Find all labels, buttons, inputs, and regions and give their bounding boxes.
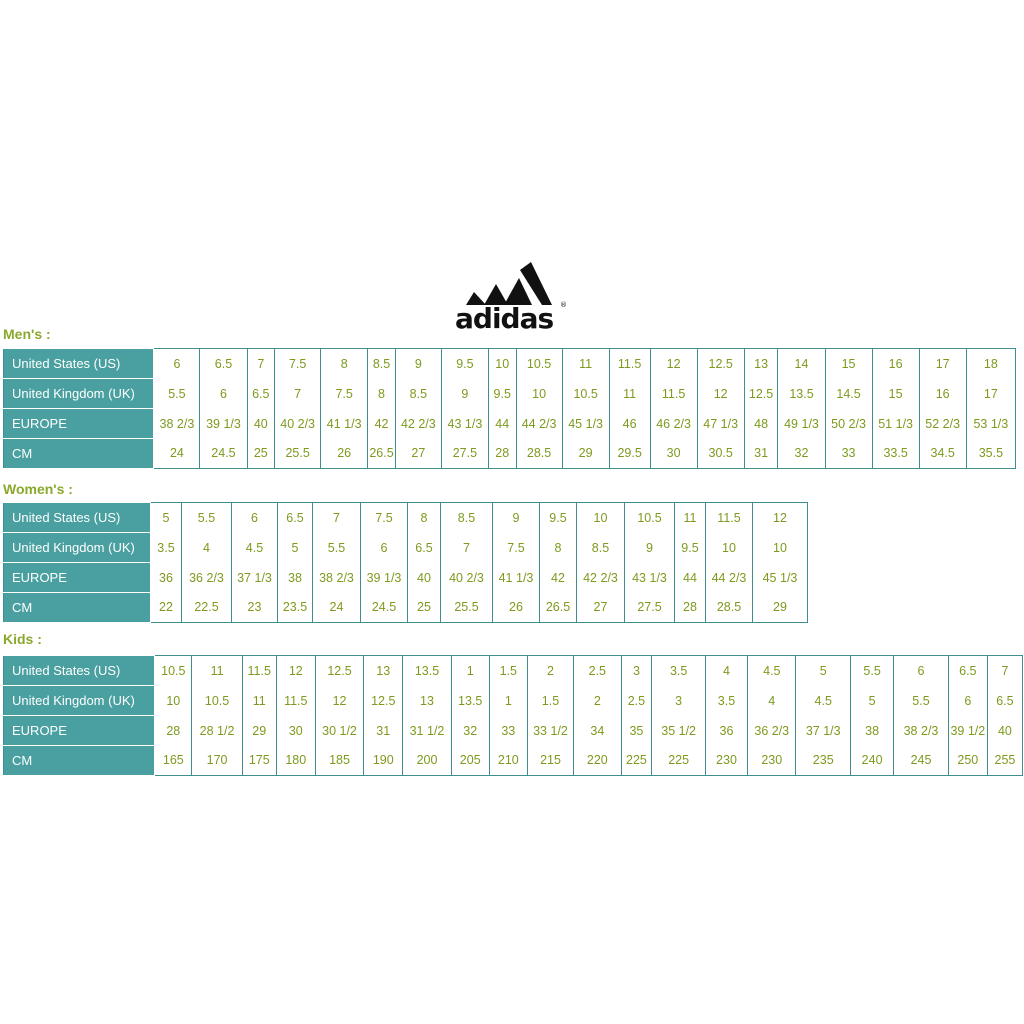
size-cell: 29 xyxy=(753,593,808,623)
size-cell: 230 xyxy=(748,746,796,776)
size-cell: 12 xyxy=(276,656,315,686)
size-cell: 2 xyxy=(574,686,621,716)
size-cell: 11.5 xyxy=(650,379,697,409)
size-cell: 8.5 xyxy=(441,503,493,533)
row-header-label: EUROPE xyxy=(4,563,151,593)
size-cell: 53 1/3 xyxy=(966,409,1015,439)
mens-section-title: Men's : xyxy=(3,326,51,342)
size-cell: 7 xyxy=(313,503,361,533)
size-cell: 3.5 xyxy=(652,656,706,686)
size-cell: 23 xyxy=(232,593,278,623)
mens-cm-size-row xyxy=(4,439,1016,469)
size-cell: 5.5 xyxy=(313,533,361,563)
size-cell: 6.5 xyxy=(948,656,987,686)
size-cell: 230 xyxy=(705,746,747,776)
womens-us-size-row xyxy=(4,503,808,533)
size-cell: 10 xyxy=(706,533,753,563)
size-cell: 40 xyxy=(408,563,441,593)
size-cell: 4.5 xyxy=(796,686,851,716)
size-cell: 50 2/3 xyxy=(825,409,872,439)
size-cell: 6 xyxy=(232,503,278,533)
size-cell: 5 xyxy=(151,503,182,533)
size-cell: 2.5 xyxy=(621,686,652,716)
womens-size-table xyxy=(3,502,808,623)
size-cell: 26.5 xyxy=(540,593,577,623)
size-cell: 49 1/3 xyxy=(778,409,825,439)
size-cell: 40 xyxy=(247,409,275,439)
size-cell: 11.5 xyxy=(276,686,315,716)
size-cell: 35.5 xyxy=(966,439,1015,469)
size-cell: 250 xyxy=(948,746,987,776)
size-cell: 7 xyxy=(275,379,321,409)
size-cell: 7 xyxy=(987,656,1022,686)
size-cell: 2.5 xyxy=(574,656,621,686)
size-cell: 43 1/3 xyxy=(441,409,488,439)
size-cell: 200 xyxy=(403,746,451,776)
size-cell: 3 xyxy=(652,686,706,716)
size-cell: 26 xyxy=(321,439,368,469)
size-cell: 44 xyxy=(488,409,516,439)
size-cell: 8.5 xyxy=(577,533,625,563)
size-cell: 24 xyxy=(154,439,200,469)
size-cell: 3 xyxy=(621,656,652,686)
size-cell: 10 xyxy=(753,533,808,563)
size-cell: 4 xyxy=(748,686,796,716)
kids-europe-size-row xyxy=(4,716,1023,746)
size-cell: 12 xyxy=(753,503,808,533)
size-cell: 6.5 xyxy=(987,686,1022,716)
size-cell: 12 xyxy=(650,349,697,379)
row-header-label: United Kingdom (UK) xyxy=(4,533,151,563)
size-cell: 11 xyxy=(675,503,706,533)
mens-size-table xyxy=(3,348,1016,469)
size-cell: 25.5 xyxy=(441,593,493,623)
size-cell: 225 xyxy=(652,746,706,776)
size-cell: 10.5 xyxy=(192,686,242,716)
size-cell: 40 xyxy=(987,716,1022,746)
size-cell: 44 2/3 xyxy=(706,563,753,593)
size-cell: 23.5 xyxy=(278,593,313,623)
kids-size-table xyxy=(3,655,1023,776)
size-cell: 46 xyxy=(609,409,650,439)
size-cell: 36 xyxy=(705,716,747,746)
size-cell: 190 xyxy=(364,746,403,776)
size-cell: 28 1/2 xyxy=(192,716,242,746)
size-cell: 12 xyxy=(315,686,363,716)
size-cell: 255 xyxy=(987,746,1022,776)
size-cell: 8 xyxy=(540,533,577,563)
size-cell: 8 xyxy=(368,379,396,409)
size-cell: 25 xyxy=(247,439,275,469)
size-cell: 4.5 xyxy=(748,656,796,686)
mens-us-size-row xyxy=(4,349,1016,379)
size-cell: 32 xyxy=(778,439,825,469)
size-cell: 36 xyxy=(151,563,182,593)
size-cell: 22.5 xyxy=(182,593,232,623)
size-cell: 10 xyxy=(155,686,192,716)
size-cell: 17 xyxy=(966,379,1015,409)
size-cell: 16 xyxy=(872,349,919,379)
size-cell: 5.5 xyxy=(851,656,894,686)
size-cell: 9 xyxy=(395,349,441,379)
size-cell: 35 1/2 xyxy=(652,716,706,746)
size-cell: 215 xyxy=(527,746,573,776)
row-header-label: EUROPE xyxy=(4,716,155,746)
size-cell: 7.5 xyxy=(361,503,408,533)
size-cell: 38 2/3 xyxy=(894,716,949,746)
size-cell: 9.5 xyxy=(441,349,488,379)
size-cell: 10 xyxy=(488,349,516,379)
size-cell: 7 xyxy=(441,533,493,563)
row-header-label: CM xyxy=(4,439,154,469)
size-cell: 6.5 xyxy=(247,379,275,409)
mens-europe-size-row xyxy=(4,409,1016,439)
size-cell: 28 xyxy=(155,716,192,746)
size-cell: 6.5 xyxy=(278,503,313,533)
size-cell: 51 1/3 xyxy=(872,409,919,439)
size-cell: 4 xyxy=(705,656,747,686)
size-cell: 42 2/3 xyxy=(577,563,625,593)
size-cell: 46 2/3 xyxy=(650,409,697,439)
size-cell: 185 xyxy=(315,746,363,776)
size-cell: 175 xyxy=(242,746,276,776)
size-cell: 11 xyxy=(562,349,609,379)
size-cell: 39 1/3 xyxy=(361,563,408,593)
size-cell: 37 1/3 xyxy=(796,716,851,746)
size-cell: 6 xyxy=(200,379,247,409)
size-cell: 1.5 xyxy=(489,656,527,686)
size-cell: 11 xyxy=(609,379,650,409)
size-cell: 25.5 xyxy=(275,439,321,469)
size-cell: 5.5 xyxy=(894,686,949,716)
womens-section-title: Women's : xyxy=(3,481,73,497)
size-cell: 39 1/3 xyxy=(200,409,247,439)
size-cell: 3.5 xyxy=(151,533,182,563)
kids-section-title: Kids : xyxy=(3,631,42,647)
size-cell: 12 xyxy=(697,379,744,409)
size-cell: 220 xyxy=(574,746,621,776)
size-cell: 26.5 xyxy=(368,439,396,469)
size-cell: 28 xyxy=(488,439,516,469)
size-cell: 2 xyxy=(527,656,573,686)
size-cell: 26 xyxy=(493,593,540,623)
mens-uk-size-row xyxy=(4,379,1016,409)
size-cell: 210 xyxy=(489,746,527,776)
size-cell: 42 xyxy=(540,563,577,593)
size-cell: 12.5 xyxy=(315,656,363,686)
size-cell: 47 1/3 xyxy=(697,409,744,439)
kids-uk-size-row xyxy=(4,686,1023,716)
size-cell: 41 1/3 xyxy=(493,563,540,593)
size-cell: 24 xyxy=(313,593,361,623)
size-cell: 31 xyxy=(744,439,778,469)
size-cell: 235 xyxy=(796,746,851,776)
size-cell: 1 xyxy=(451,656,489,686)
size-cell: 48 xyxy=(744,409,778,439)
size-cell: 44 2/3 xyxy=(516,409,562,439)
size-cell: 6.5 xyxy=(408,533,441,563)
size-cell: 10 xyxy=(516,379,562,409)
size-cell: 9.5 xyxy=(675,533,706,563)
size-cell: 165 xyxy=(155,746,192,776)
size-cell: 44 xyxy=(675,563,706,593)
size-cell: 15 xyxy=(825,349,872,379)
size-cell: 15 xyxy=(872,379,919,409)
size-cell: 1.5 xyxy=(527,686,573,716)
row-header-label: CM xyxy=(4,593,151,623)
size-cell: 45 1/3 xyxy=(562,409,609,439)
size-cell: 28 xyxy=(675,593,706,623)
size-cell: 7 xyxy=(247,349,275,379)
size-cell: 31 xyxy=(364,716,403,746)
size-cell: 205 xyxy=(451,746,489,776)
size-cell: 14.5 xyxy=(825,379,872,409)
size-cell: 13 xyxy=(364,656,403,686)
size-cell: 240 xyxy=(851,746,894,776)
size-cell: 52 2/3 xyxy=(919,409,966,439)
size-cell: 11.5 xyxy=(242,656,276,686)
kids-cm-size-row xyxy=(4,746,1023,776)
size-cell: 30.5 xyxy=(697,439,744,469)
size-cell: 32 xyxy=(451,716,489,746)
size-cell: 7.5 xyxy=(275,349,321,379)
size-cell: 10 xyxy=(577,503,625,533)
size-cell: 4 xyxy=(182,533,232,563)
size-cell: 9 xyxy=(493,503,540,533)
size-cell: 11.5 xyxy=(609,349,650,379)
size-cell: 9 xyxy=(441,379,488,409)
size-cell: 34 xyxy=(574,716,621,746)
size-cell: 22 xyxy=(151,593,182,623)
size-cell: 42 2/3 xyxy=(395,409,441,439)
size-cell: 30 xyxy=(650,439,697,469)
size-cell: 37 1/3 xyxy=(232,563,278,593)
size-cell: 13 xyxy=(744,349,778,379)
size-cell: 25 xyxy=(408,593,441,623)
womens-europe-size-row xyxy=(4,563,808,593)
size-cell: 33.5 xyxy=(872,439,919,469)
size-cell: 6 xyxy=(361,533,408,563)
size-cell: 5.5 xyxy=(154,379,200,409)
kids-us-size-row xyxy=(4,656,1023,686)
size-cell: 16 xyxy=(919,379,966,409)
size-cell: 38 2/3 xyxy=(154,409,200,439)
size-cell: 45 1/3 xyxy=(753,563,808,593)
size-cell: 38 xyxy=(278,563,313,593)
svg-text:®: ® xyxy=(560,301,567,309)
row-header-label: United States (US) xyxy=(4,503,151,533)
size-cell: 18 xyxy=(966,349,1015,379)
size-cell: 10.5 xyxy=(625,503,675,533)
size-cell: 5 xyxy=(851,686,894,716)
size-cell: 6 xyxy=(948,686,987,716)
size-cell: 38 2/3 xyxy=(313,563,361,593)
size-cell: 10.5 xyxy=(516,349,562,379)
size-cell: 34.5 xyxy=(919,439,966,469)
size-cell: 13.5 xyxy=(778,379,825,409)
size-cell: 13.5 xyxy=(403,656,451,686)
size-cell: 6 xyxy=(154,349,200,379)
size-cell: 12.5 xyxy=(744,379,778,409)
size-cell: 8 xyxy=(408,503,441,533)
row-header-label: United Kingdom (UK) xyxy=(4,379,154,409)
size-cell: 17 xyxy=(919,349,966,379)
size-cell: 11.5 xyxy=(706,503,753,533)
size-cell: 10.5 xyxy=(155,656,192,686)
row-header-label: United Kingdom (UK) xyxy=(4,686,155,716)
size-cell: 9.5 xyxy=(540,503,577,533)
size-cell: 10.5 xyxy=(562,379,609,409)
size-cell: 3.5 xyxy=(705,686,747,716)
size-cell: 13.5 xyxy=(451,686,489,716)
size-cell: 1 xyxy=(489,686,527,716)
size-cell: 43 1/3 xyxy=(625,563,675,593)
size-cell: 5 xyxy=(278,533,313,563)
row-header-label: United States (US) xyxy=(4,656,155,686)
size-cell: 11 xyxy=(192,656,242,686)
size-cell: 180 xyxy=(276,746,315,776)
size-cell: 31 1/2 xyxy=(403,716,451,746)
size-cell: 4.5 xyxy=(232,533,278,563)
row-header-label: CM xyxy=(4,746,155,776)
size-cell: 12.5 xyxy=(697,349,744,379)
size-cell: 8.5 xyxy=(395,379,441,409)
size-cell: 24.5 xyxy=(200,439,247,469)
size-cell: 5.5 xyxy=(182,503,232,533)
size-cell: 33 xyxy=(825,439,872,469)
size-cell: 36 2/3 xyxy=(182,563,232,593)
row-header-label: United States (US) xyxy=(4,349,154,379)
size-cell: 30 1/2 xyxy=(315,716,363,746)
size-cell: 27 xyxy=(395,439,441,469)
size-cell: 14 xyxy=(778,349,825,379)
size-cell: 27.5 xyxy=(441,439,488,469)
size-cell: 8 xyxy=(321,349,368,379)
size-cell: 6.5 xyxy=(200,349,247,379)
size-cell: 28.5 xyxy=(516,439,562,469)
size-cell: 33 1/2 xyxy=(527,716,573,746)
size-cell: 6 xyxy=(894,656,949,686)
size-cell: 245 xyxy=(894,746,949,776)
size-cell: 29 xyxy=(242,716,276,746)
size-cell: 40 2/3 xyxy=(441,563,493,593)
size-cell: 225 xyxy=(621,746,652,776)
size-cell: 5 xyxy=(796,656,851,686)
size-cell: 38 xyxy=(851,716,894,746)
size-cell: 36 2/3 xyxy=(748,716,796,746)
size-cell: 7.5 xyxy=(493,533,540,563)
womens-cm-size-row xyxy=(4,593,808,623)
size-cell: 30 xyxy=(276,716,315,746)
size-cell: 35 xyxy=(621,716,652,746)
size-cell: 29 xyxy=(562,439,609,469)
row-header-label: EUROPE xyxy=(4,409,154,439)
svg-text:adidas: adidas xyxy=(455,302,554,332)
size-cell: 40 2/3 xyxy=(275,409,321,439)
size-cell: 41 1/3 xyxy=(321,409,368,439)
adidas-logo xyxy=(452,252,572,332)
size-cell: 7.5 xyxy=(321,379,368,409)
size-cell: 33 xyxy=(489,716,527,746)
size-cell: 13 xyxy=(403,686,451,716)
size-cell: 11 xyxy=(242,686,276,716)
size-cell: 29.5 xyxy=(609,439,650,469)
size-cell: 170 xyxy=(192,746,242,776)
size-cell: 42 xyxy=(368,409,396,439)
womens-uk-size-row xyxy=(4,533,808,563)
size-cell: 8.5 xyxy=(368,349,396,379)
size-cell: 24.5 xyxy=(361,593,408,623)
size-cell: 28.5 xyxy=(706,593,753,623)
size-cell: 27.5 xyxy=(625,593,675,623)
size-cell: 9.5 xyxy=(488,379,516,409)
size-cell: 12.5 xyxy=(364,686,403,716)
size-cell: 39 1/2 xyxy=(948,716,987,746)
size-cell: 27 xyxy=(577,593,625,623)
size-cell: 9 xyxy=(625,533,675,563)
